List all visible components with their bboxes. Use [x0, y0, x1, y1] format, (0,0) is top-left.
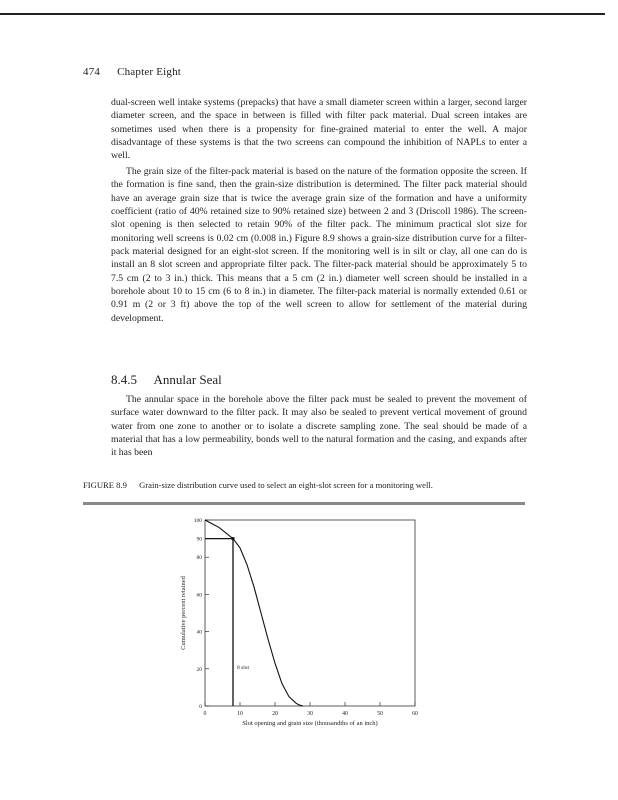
- y-axis-label: Cumulative percent retained: [180, 576, 187, 650]
- paragraph-1: [111, 96, 527, 163]
- y-tick-label: 20: [196, 666, 202, 673]
- plot-frame: [205, 520, 415, 706]
- grain-size-chart: [170, 508, 430, 728]
- slot-label: 8 slot: [237, 664, 250, 671]
- figure-label: FIGURE 8.9: [83, 480, 127, 490]
- y-tick-label: 90: [196, 536, 202, 543]
- page-number: 474: [83, 66, 101, 78]
- caption-rule: [83, 502, 525, 505]
- chart-series: [205, 520, 303, 706]
- y-tick-label: 100: [193, 518, 202, 524]
- figure-caption: [83, 480, 525, 490]
- figure-caption-text: Grain-size distribution curve used to select an eight-slot screen for a monitoring well.: [139, 480, 433, 490]
- section-title: Annular Seal: [153, 372, 222, 387]
- x-tick-label: 30: [307, 711, 313, 717]
- paragraph-2: [111, 165, 527, 325]
- paragraph-text: The annular space in the borehole above the filter pack must be sealed to prevent the movement of surface water downward to the filter pack. It may also be sealed to prevent vertical movement of ground water from one zone to another or to isolate a discrete sampling zone. The seal should be made of a material that has a low permeability, bonds well to the natural formation and the casing, and expands after it has been: [111, 394, 527, 459]
- slot-marker: [231, 537, 234, 540]
- x-axis-label: Slot opening and grain size (thousandths of an inch): [242, 720, 378, 727]
- top-rule: [0, 13, 605, 15]
- x-tick-label: 0: [203, 711, 207, 717]
- x-tick-label: 10: [237, 711, 243, 717]
- x-tick-label: 40: [342, 711, 348, 717]
- chapter-label: Chapter Eight: [117, 66, 182, 78]
- section-number: 8.4.5: [111, 372, 137, 387]
- y-tick-label: 40: [196, 629, 202, 636]
- y-tick-label: 0: [199, 704, 202, 710]
- paragraph-text: dual-screen well intake systems (prepacks) that have a small diameter screen within a larger, second larger diameter screen, and the space in between is filled with filter pack material. Dual screen intakes are sometimes used when there is a propensity for fine-grained material to enter the well. A major disadvantage of these systems is that the two screens can compound the inhibition of NAPLs to enter a well.: [111, 97, 527, 162]
- chart-ticks: [194, 518, 418, 717]
- section-heading: [111, 372, 236, 388]
- paragraph-text: The grain size of the filter-pack material is based on the nature of the formation opposite the screen. If the formation is fine sand, then the grain-size distribution is determined. The filter pack material should have an average grain size that is twice the average grain size of the formation and have a uniformity coefficient (ratio of 40% retained size to 90% retained size) between 2 and 3 (Driscoll 1986). The screen-slot opening is then selected to retain 90% of the filter pack. The minimum practical slot size for monitoring well screens is 0.02 cm (0.008 in.) Figure 8.9 shows a grain-size distribution curve for a filter-pack material designed for an eight-slot screen. If the monitoring well is in silt or clay, all one can do is install an 8 slot screen and appropriate filter pack. The filter-pack material should be approximately 5 to 7.5 cm (2 to 3 in.) thick. This means that a 5 cm (2 in.) diameter well screen should be installed in a borehole about 10 to 15 cm (6 to 8 in.) in diameter. The filter-pack material is normally extended 0.61 or 0.91 m (2 or 3 ft) above the top of the well screen to allow for settlement of the material during development.: [111, 166, 527, 324]
- grain-size-curve: [205, 520, 303, 706]
- y-tick-label: 60: [196, 592, 202, 599]
- x-tick-label: 20: [272, 711, 278, 717]
- paragraph-3: [111, 393, 527, 460]
- chart-annotation: [205, 537, 250, 706]
- running-head: [83, 66, 195, 78]
- y-tick-label: 80: [196, 555, 202, 562]
- chart-axes: [205, 520, 415, 706]
- x-tick-label: 50: [377, 711, 383, 717]
- x-tick-label: 60: [412, 711, 418, 717]
